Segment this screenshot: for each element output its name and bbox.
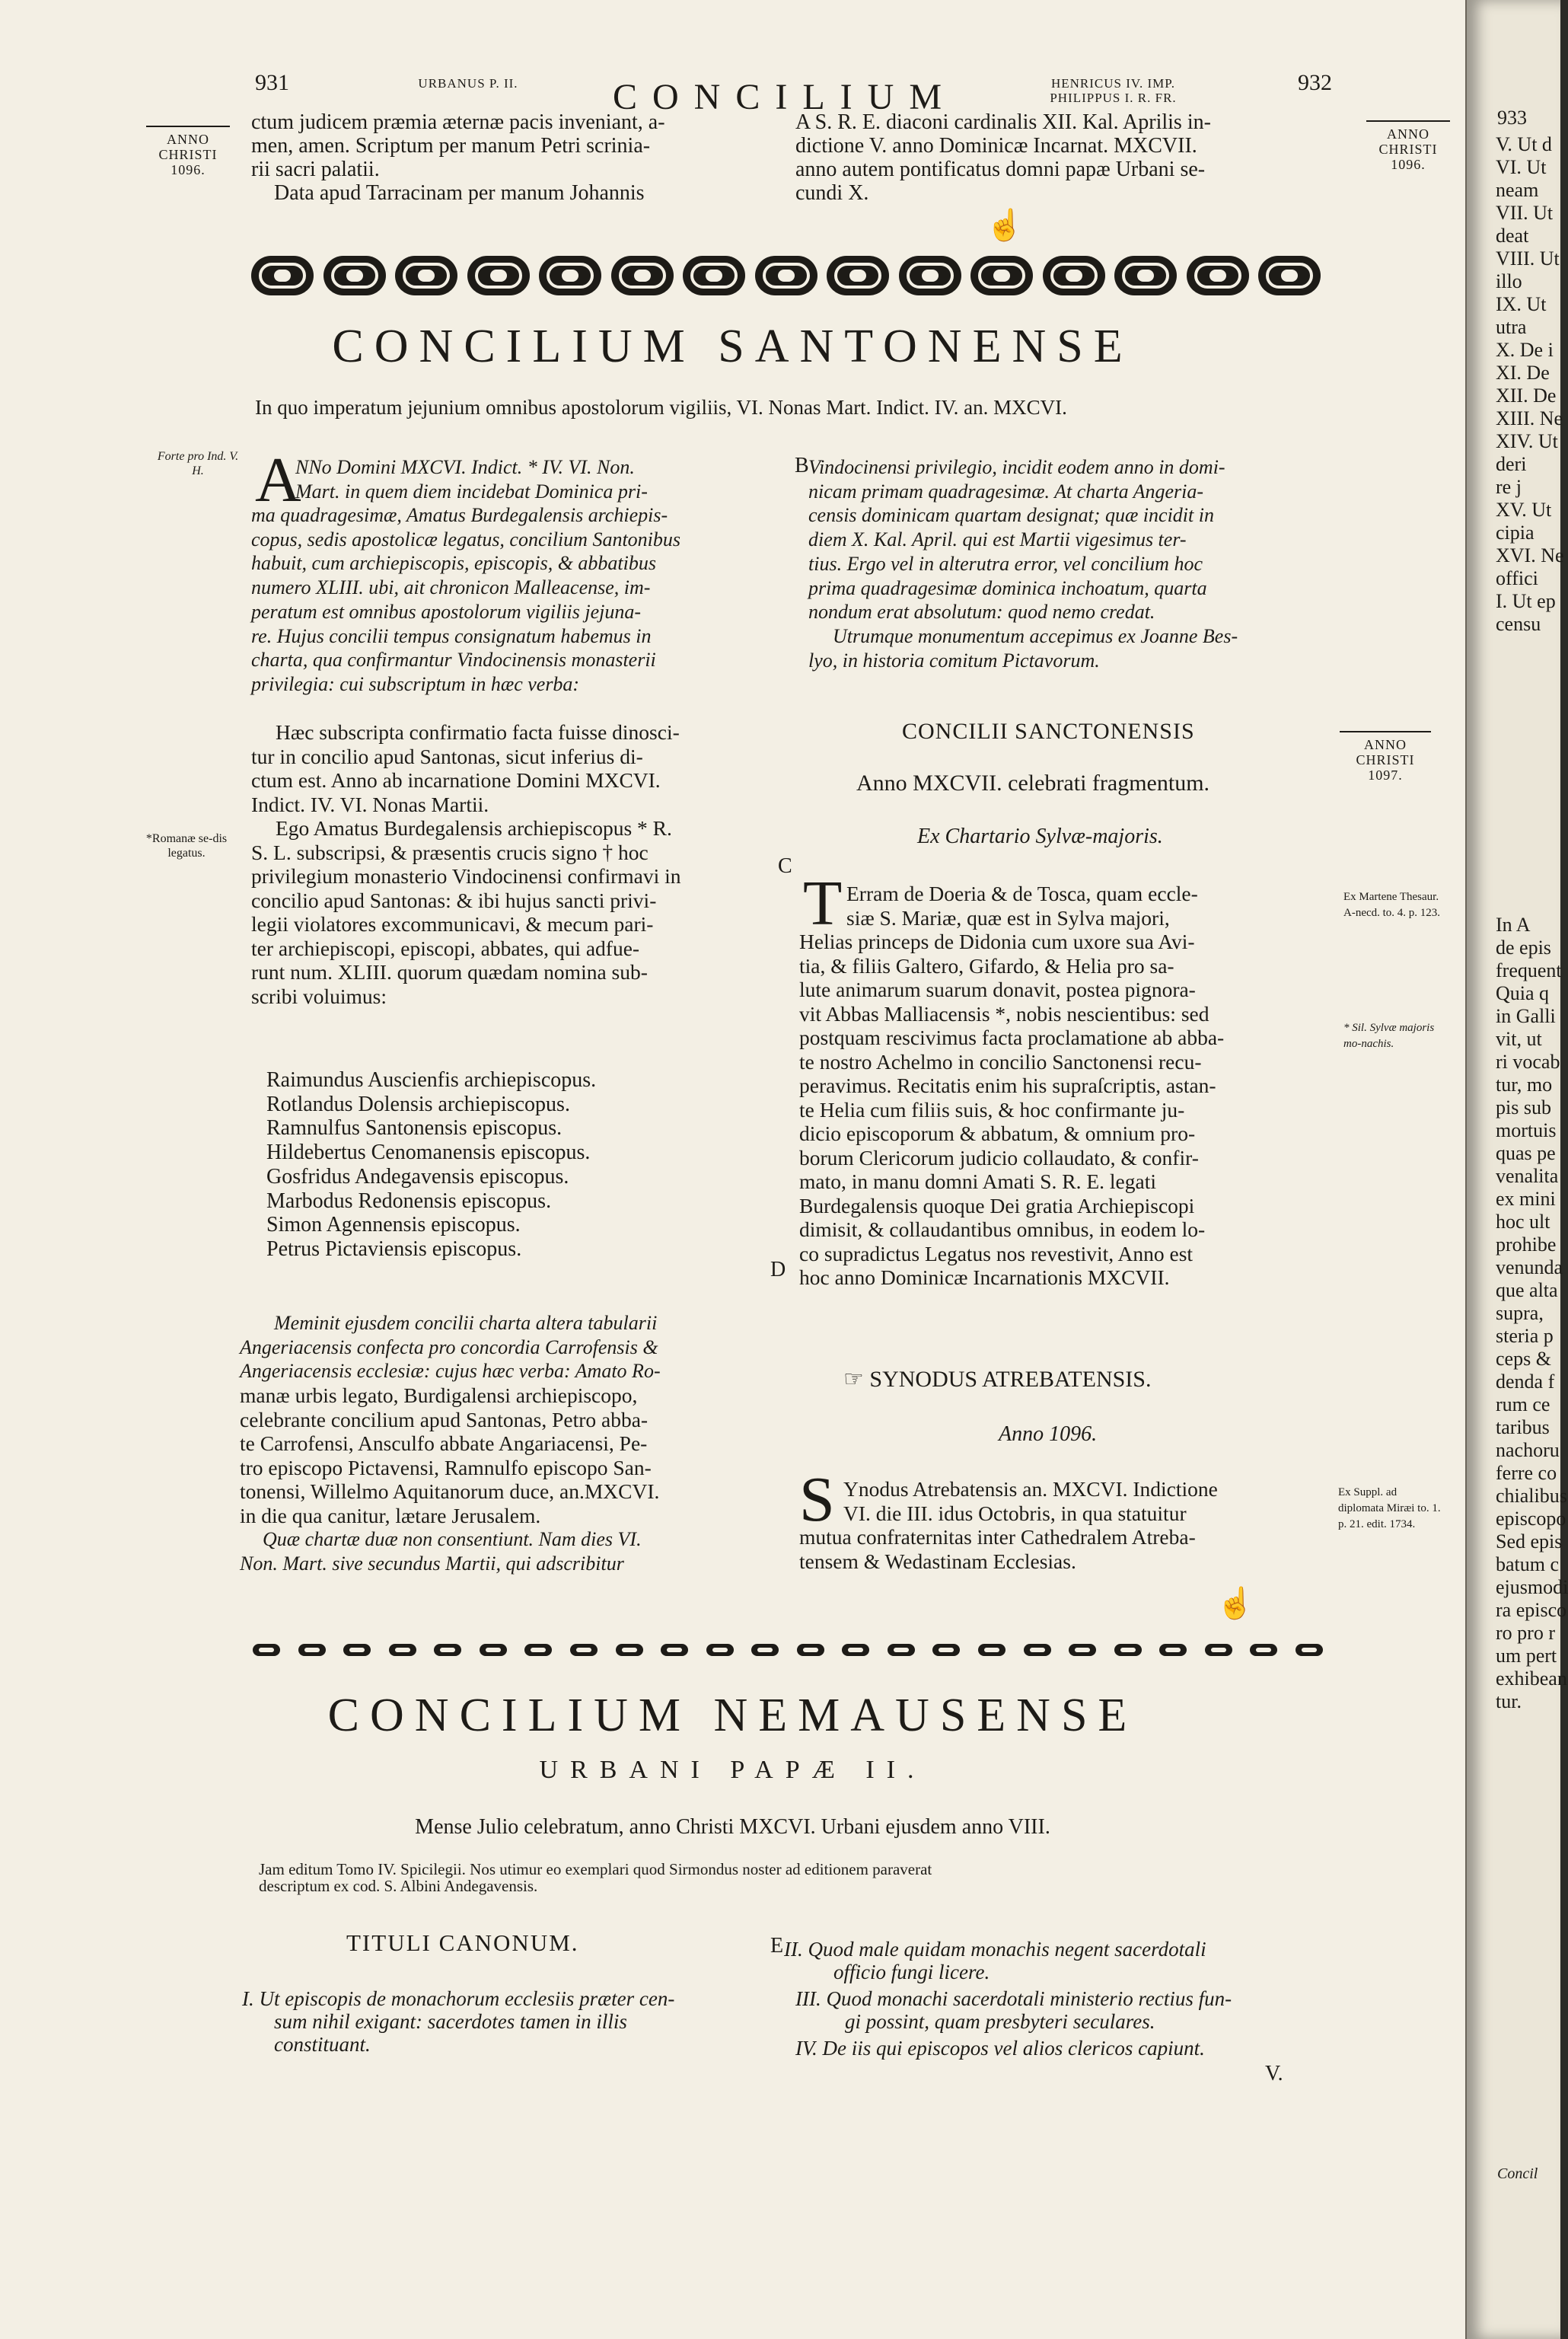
text-line: illo (1496, 270, 1522, 292)
floral-ornament-icon (1022, 1640, 1053, 1660)
text-line: venunda (1496, 1256, 1563, 1278)
canon-iii (795, 1987, 1232, 2033)
side-note: Ex Suppl. ad diplomata Miræi to. 1. p. 21. edit. 1734. (1338, 1486, 1441, 1530)
text-line: mato, in manu domni Amati S. R. E. legati (799, 1170, 1156, 1193)
section-title-sanctonensis: CONCILII SANCTONENSIS (902, 719, 1195, 744)
running-title: CONCILIUM (613, 77, 957, 117)
next-page-text-top (1496, 133, 1564, 636)
text-line: peratum est omnibus apostolorum vigiliis jejuna- (251, 600, 642, 623)
text-line: VI. die III. idus Octobris, in qua statuitur (843, 1501, 1187, 1525)
text-line: rii sacri palatii. (251, 158, 380, 181)
side-note: Ex Martene Thesaur. A-necd. to. 4. p. 123. (1343, 891, 1441, 919)
canon-ii (784, 1938, 1206, 1983)
text-line: III. Quod monachi sacerdotali ministerio rectius fun- (795, 1987, 1232, 2010)
anno-label: ANNO (167, 132, 209, 147)
list-item: Marbodus Redonensis episcopus. (266, 1189, 552, 1213)
text-line: censis dominicam quartam designat; quæ incidit in (808, 504, 1214, 527)
text-line: re. Hujus concilii tempus consignatum habemus in (251, 624, 652, 647)
text-line: mortuis (1496, 1119, 1557, 1141)
top-right-column (795, 110, 1211, 205)
text-line: habuit, cum archiepiscopis, episcopis, & abbatibus (251, 552, 656, 575)
christi-label: CHRISTI (1378, 142, 1438, 157)
anno-year: 1096. (171, 162, 206, 177)
floral-ornament-icon (750, 1640, 780, 1660)
scroll-ornament-icon (1187, 256, 1249, 295)
margin-note: Forte pro Ind. V. H. (157, 450, 239, 477)
text-line: ferre co (1496, 1462, 1557, 1484)
scroll-ornament-icon (755, 256, 817, 295)
page-number-right: 932 (1298, 70, 1332, 95)
anno-rule (1366, 120, 1450, 122)
text-line: nondum erat absolutum: quod nemo credat. (808, 601, 1155, 624)
text-line: siæ S. Mariæ, quæ est in Sylva majori, (846, 905, 1170, 930)
floral-ornament-icon (478, 1640, 508, 1660)
pointing-hand-icon: ☝ (986, 208, 1024, 242)
text-line: taribus (1496, 1416, 1550, 1438)
text-line: quas pe (1496, 1142, 1556, 1164)
text-line: Burdegalensis quoque Dei gratia Archiepiscopi (799, 1193, 1195, 1217)
anno-label: ANNO (1364, 737, 1407, 752)
text-line: Ego Amatus Burdegalensis archiepiscopus * R. (276, 816, 672, 840)
text-line: postquam rescivimus facta proclamatione ab abba- (799, 1026, 1225, 1049)
text-line: Sed epis (1496, 1530, 1563, 1552)
atrebatensis-subtitle: Anno 1096. (999, 1422, 1098, 1446)
text-line: concilio apud Santonas: & ibi hujus sancti privi- (251, 888, 657, 912)
text-line: ra episco (1496, 1599, 1567, 1621)
atrebatensis-title: SYNODUS ATREBATENSIS. (869, 1367, 1152, 1392)
text-line: steria p (1496, 1325, 1554, 1347)
ornament-band-middle (251, 1640, 1324, 1660)
text-line: In A (1496, 914, 1531, 936)
sanctonensis-source: Ex Chartario Sylvæ-majoris. (917, 825, 1163, 848)
text-line: vit, ut (1496, 1028, 1542, 1050)
text-line: Mart. in quem diem incidebat Dominica pri- (295, 480, 648, 503)
text-line: celebrante concilium apud Santonas, Petro abba- (240, 1407, 649, 1431)
christi-label: CHRISTI (1356, 752, 1415, 767)
list-item: Ramnulfus Santonensis episcopus. (266, 1116, 563, 1141)
canon-i (242, 1987, 674, 2056)
text-line: men, amen. Scriptum per manum Petri scrinia- (251, 134, 651, 158)
text-line: Angeriacensis ecclesiæ: cujus hæc verba: Amato Ro- (240, 1360, 661, 1383)
text-line: scribi voluimus: (251, 984, 387, 1008)
text-line: Angeriacensis confecta pro concordia Carrofensis & (240, 1335, 658, 1358)
meminit-paragraph (240, 1311, 661, 1576)
sanctonensis-text (799, 930, 1224, 1290)
floral-ornament-icon (1158, 1640, 1188, 1660)
text-line: pis sub (1496, 1096, 1551, 1118)
text-line: privilegium monasterio Vindocinensi confirmavi in (251, 864, 681, 888)
anno-rule (146, 126, 230, 127)
text-line: charta, qua confirmantur Vindocinensis monasterii (251, 649, 656, 672)
text-line: dictione V. anno Dominicæ Incarnat. MXCVII. (795, 134, 1197, 158)
text-line: venalita (1496, 1165, 1559, 1187)
adjacent-page-edge (1465, 0, 1568, 2339)
text-line: te nostro Achelmo in concilio Sanctonensi recu- (799, 1049, 1202, 1074)
nemausense-date: Mense Julio celebratum, anno Christi MXCVI. Urbani ejusdem anno VIII. (415, 1815, 1050, 1839)
next-page-footer: Concil (1497, 2165, 1538, 2182)
floral-ornament-icon (1294, 1640, 1324, 1660)
text-line: VII. Ut (1496, 202, 1554, 224)
text-line: XII. De (1496, 385, 1557, 407)
list-item: Petrus Pictaviensis episcopus. (266, 1237, 522, 1261)
text-line: privilegia: cui subscriptum in hæc verba: (251, 672, 580, 695)
text-line: exhibean (1496, 1667, 1567, 1690)
anno-rule (1340, 731, 1431, 732)
text-line: episcopo (1496, 1508, 1566, 1530)
text-line: deri (1496, 453, 1527, 475)
floral-ornament-icon (614, 1640, 645, 1660)
floral-ornament-icon (795, 1640, 826, 1660)
text-line: vit Abbas Malliacensis *, nobis nescientibus: sed (799, 1001, 1209, 1026)
text-line: Jam editum Tomo IV. Spicilegii. Nos utimur eo exemplari quod Sirmondus noster ad editionem paraverat (259, 1860, 932, 1878)
page-number-left: 931 (255, 70, 289, 95)
text-line: Hæc subscripta confirmatio facta fuisse dinosci- (276, 720, 680, 744)
text-line: XVI. Ne (1496, 544, 1564, 566)
text-line: censu (1496, 613, 1541, 635)
floral-ornament-icon (1113, 1640, 1143, 1660)
anno-christi-right-top (1366, 120, 1450, 172)
scroll-ornament-icon (1114, 256, 1177, 295)
text-line: I. Ut ep (1496, 590, 1556, 612)
anno-year: 1096. (1391, 157, 1426, 172)
santonense-right-column (808, 455, 1238, 672)
text-line: tonensi, Willelmo Aquitanorum duce, an.MXCVI. (240, 1479, 660, 1504)
text-line: deat (1496, 225, 1529, 247)
list-item: Gosfridus Andegavensis episcopus. (266, 1164, 569, 1189)
text-line: batum c (1496, 1553, 1560, 1575)
anno-year: 1097. (1368, 767, 1403, 783)
list-item: Hildebertus Cenomanensis episcopus. (266, 1141, 591, 1165)
text-line: anno autem pontificatus domni papæ Urbani se- (795, 158, 1206, 181)
text-line: nachoru (1496, 1439, 1560, 1461)
scroll-ornament-icon (539, 256, 601, 295)
canon-iv (795, 2037, 1205, 2060)
text-line: hoc anno Dominicæ Incarnationis MXCVII. (799, 1265, 1170, 1289)
text-line: sum nihil exigant: sacerdotes tamen in illis (274, 2010, 627, 2033)
scroll-ornament-icon (827, 256, 889, 295)
floral-ornament-icon (251, 1640, 282, 1660)
floral-ornament-icon (342, 1640, 372, 1660)
text-line: tur. (1496, 1690, 1522, 1712)
text-line: NNo Domini MXCVI. Indict. * IV. VI. Non. (295, 456, 635, 478)
text-line: tensem & Wedastinam Ecclesias. (799, 1549, 1076, 1573)
drop-cap: T (803, 868, 843, 939)
next-page-number: 933 (1497, 107, 1527, 129)
text-line: rum ce (1496, 1393, 1550, 1415)
sanctonensis-subtitle: Anno MXCVII. celebrati fragmentum. (856, 771, 1210, 796)
text-line: um pert (1496, 1645, 1557, 1667)
text-line: chialibus (1496, 1485, 1567, 1507)
text-line: in Galli (1496, 1005, 1556, 1027)
text-line: ter archiepiscopi, episcopi, abbates, qui adfue- (251, 936, 640, 960)
christi-label: CHRISTI (158, 147, 218, 162)
atrebatensis-first-lines (843, 1477, 1218, 1525)
scroll-ornament-icon (1258, 256, 1321, 295)
text-line: Meminit ejusdem concilii charta altera tabularii (274, 1312, 658, 1334)
list-item: Simon Agennensis episcopus. (266, 1213, 521, 1237)
text-line: XV. Ut (1496, 499, 1552, 521)
scroll-ornament-icon (899, 256, 961, 295)
text-line: A S. R. E. diaconi cardinalis XII. Kal. Aprilis in- (795, 110, 1211, 134)
text-line: nicam primam quadragesimæ. At charta Angeria- (808, 480, 1204, 503)
santonense-subtitle: In quo imperatum jejunium omnibus apostolorum vigiliis, VI. Nonas Mart. Indict. IV. an. MXCVI. (255, 396, 1067, 419)
scroll-ornament-icon (395, 256, 457, 295)
text-line: V. Ut d (1496, 133, 1552, 155)
text-line: prohibe (1496, 1233, 1557, 1256)
text-line: tur, mo (1496, 1074, 1553, 1096)
text-line: prima quadragesimæ dominica inchoatum, quarta (808, 576, 1207, 599)
pointing-hand-icon: ☞ (843, 1367, 870, 1392)
scroll-ornament-icon (1043, 256, 1105, 295)
scroll-ornament-icon (467, 256, 530, 295)
scroll-ornament-icon (323, 256, 386, 295)
santonense-charter (251, 720, 681, 1008)
text-line: ceps & (1496, 1348, 1551, 1370)
text-line: constituant. (274, 2033, 371, 2056)
text-line: Utrumque monumentum accepimus ex Joanne Bes- (833, 624, 1238, 647)
drop-cap: A (255, 445, 301, 515)
atrebatensis-text (799, 1525, 1196, 1573)
text-line: ex mini (1496, 1188, 1556, 1210)
nemausense-note (259, 1861, 932, 1894)
floral-ornament-icon (432, 1640, 463, 1660)
floral-ornament-icon (523, 1640, 553, 1660)
floral-ornament-icon (1203, 1640, 1234, 1660)
text-line: cundi X. (795, 181, 869, 205)
section-title-santonense: CONCILIUM SANTONENSE (332, 321, 1133, 372)
anno-christi-right-mid (1340, 731, 1431, 783)
floral-ornament-icon (659, 1640, 690, 1660)
text-line: hoc ult (1496, 1211, 1550, 1233)
column-marker-b: B (795, 454, 809, 477)
floral-ornament-icon (387, 1640, 418, 1660)
list-item: Rotlandus Dolensis archiepiscopus. (266, 1092, 570, 1116)
text-line: te Carrofensi, Ansculfo abbate Angariacensi, Pe- (240, 1431, 648, 1456)
floral-ornament-icon (297, 1640, 327, 1660)
section-title-nemausense: CONCILIUM NEMAUSENSE (327, 1690, 1138, 1741)
text-line: Quæ chartæ duæ non consentiunt. Nam dies VI. (263, 1528, 642, 1551)
text-line: tius. Ergo vel in alterutra error, vel concilium hoc (808, 552, 1203, 575)
text-line: supra, (1496, 1302, 1544, 1324)
text-line: ctum judicem præmia æternæ pacis inveniant, a- (251, 110, 665, 134)
anno-label: ANNO (1387, 126, 1429, 142)
floral-ornament-icon (1067, 1640, 1098, 1660)
text-line: XIV. Ut (1496, 430, 1558, 452)
next-page-text-body (1496, 914, 1568, 1713)
column-marker-d: D (770, 1258, 786, 1281)
floral-ornament-icon (1248, 1640, 1279, 1660)
floral-ornament-icon (977, 1640, 1007, 1660)
scroll-ornament-icon (611, 256, 674, 295)
text-line: denda f (1496, 1371, 1555, 1393)
text-line: in die qua canitur, lætare Jerusalem. (240, 1503, 541, 1527)
text-line: copus, sedis apostolicæ legatus, concilium Santonibus (251, 528, 681, 550)
text-line: ejusmodi (1496, 1576, 1568, 1598)
floral-ornament-icon (840, 1640, 871, 1660)
text-line: II. Quod male quidam monachis negent sacerdotali (784, 1938, 1206, 1961)
column-marker-e: E (770, 1934, 784, 1958)
kings-label: HENRICUS IV. IMP. PHILIPPUS I. R. FR. (1050, 76, 1177, 105)
scroll-ornament-icon (683, 256, 745, 295)
scroll-ornament-icon (970, 256, 1033, 295)
text-line: lyo, in historia comitum Pictavorum. (808, 649, 1100, 672)
text-line: dimisit, & collaudantibus omnibus, in eodem lo- (799, 1217, 1206, 1241)
text-line: manæ urbis legato, Burdigalensi archiepiscopo, (240, 1383, 638, 1408)
drop-cap: S (799, 1464, 835, 1535)
text-line: XIII. Ne (1496, 407, 1563, 429)
text-line: I. Ut episcopis de monachorum ecclesiis præter cen- (242, 1987, 675, 2010)
text-line: descriptum ex cod. S. Albini Andegavensis. (259, 1877, 538, 1895)
margin-note: *Romanæ se-dis legatus. (145, 832, 228, 860)
text-line: X. De i (1496, 339, 1554, 361)
text-line: frequent (1496, 959, 1562, 981)
text-line: S. L. subscripsi, & præsentis crucis signo † hoc (251, 840, 649, 864)
text-line: ma quadragesimæ, Amatus Burdegalensis archiepis- (251, 504, 668, 526)
section-title-atrebatensis (843, 1366, 1151, 1393)
column-marker-c: C (778, 854, 792, 878)
santonense-intro (251, 503, 680, 697)
text-line: Helias princeps de Didonia cum uxore sua Avi- (799, 930, 1195, 953)
text-line: tur in concilio apud Santonas, sicut inferius di- (251, 744, 643, 768)
text-line: Non. Mart. sive secundus Martii, qui adscribitur (240, 1552, 624, 1575)
text-line: Ynodus Atrebatensis an. MXCVI. Indictione (843, 1477, 1218, 1501)
side-note: * Sil. Sylvæ majoris mo-nachis. (1343, 1022, 1435, 1050)
text-line: IV. De iis qui episcopos vel alios clericos capiunt. (795, 2037, 1205, 2060)
text-line: utra (1496, 316, 1527, 338)
text-line: numero XLIII. ubi, ait chronicon Malleacense, im- (251, 576, 651, 599)
text-line: officio fungi licere. (833, 1961, 990, 1983)
text-line: runt num. XLIII. quorum quædam nomina sub- (251, 960, 648, 984)
text-line: VI. Ut (1496, 156, 1547, 178)
nemausense-subtitle: URBANI PAPÆ II. (539, 1756, 926, 1784)
top-left-column (251, 110, 665, 205)
pope-label: URBANUS P. II. (418, 76, 518, 91)
text-line: neam (1496, 179, 1539, 201)
text-line: que alta (1496, 1279, 1558, 1301)
floral-ornament-icon (569, 1640, 599, 1660)
scroll-ornament-icon (251, 256, 314, 295)
bishops-list (266, 1068, 596, 1262)
floral-ornament-icon (705, 1640, 735, 1660)
text-line: lute animarum suarum donavit, postea pignora- (799, 978, 1196, 1001)
text-line: Erram de Doeria & de Tosca, quam eccle- (846, 882, 1198, 905)
text-line: Data apud Tarracinam per manum Johannis (274, 181, 645, 205)
text-line: Indict. IV. VI. Nonas Martii. (251, 792, 489, 816)
text-line: mutua confraternitas inter Cathedralem Atreba- (799, 1525, 1196, 1549)
text-line: ctum est. Anno ab incarnatione Domini MXCVI. (251, 768, 661, 792)
santonense-intro-first (295, 455, 648, 503)
text-line: co supradictus Legatus nos revestivit, Anno est (799, 1241, 1194, 1265)
text-line: borum Clericorum judicio collaudato, & confir- (799, 1145, 1199, 1170)
text-line: ro pro r (1496, 1622, 1555, 1644)
text-line: tia, & filiis Galtero, Gifardo, & Helia pro sa- (799, 953, 1174, 978)
catchword: V. (1265, 2062, 1283, 2085)
text-line: te Helia cum filiis suis, & hoc confirmante ju- (799, 1097, 1185, 1122)
ornament-band-top (251, 256, 1321, 295)
text-line: IX. Ut (1496, 293, 1547, 315)
tituli-heading: TITULI CANONUM. (346, 1929, 579, 1956)
text-line: VIII. Ut (1496, 247, 1560, 270)
floral-ornament-icon (931, 1640, 961, 1660)
pointing-hand-icon: ☝ (1216, 1586, 1254, 1620)
floral-ornament-icon (886, 1640, 916, 1660)
text-line: legii violatores excommunicavi, & mecum pari- (251, 912, 654, 936)
text-line: de epis (1496, 937, 1551, 959)
list-item: Raimundus Auscienfis archiepiscopus. (266, 1068, 597, 1092)
text-line: gi possint, quam presbyteri seculares. (845, 2010, 1155, 2033)
text-line: tro episcopo Pictavensi, Ramnulfo episcopo San- (240, 1455, 652, 1479)
text-line: XI. De (1496, 362, 1550, 384)
text-line: re j (1496, 476, 1522, 498)
text-line: peravimus. Recitatis enim his supraſcriptis, astan- (799, 1074, 1216, 1097)
text-line: diem X. Kal. April. qui est Martii vigesimus ter- (808, 528, 1187, 551)
sanctonensis-first-lines (846, 882, 1198, 930)
text-line: ri vocab (1496, 1051, 1560, 1073)
anno-christi-left (146, 126, 230, 177)
text-line: offici (1496, 567, 1538, 589)
text-line: Vindocinensi privilegio, incidit eodem anno in domi- (808, 456, 1225, 478)
text-line: Quia q (1496, 982, 1550, 1004)
text-line: cipia (1496, 522, 1535, 544)
text-line: dicio episcoporum & abbatum, & omnium pro- (799, 1122, 1196, 1145)
